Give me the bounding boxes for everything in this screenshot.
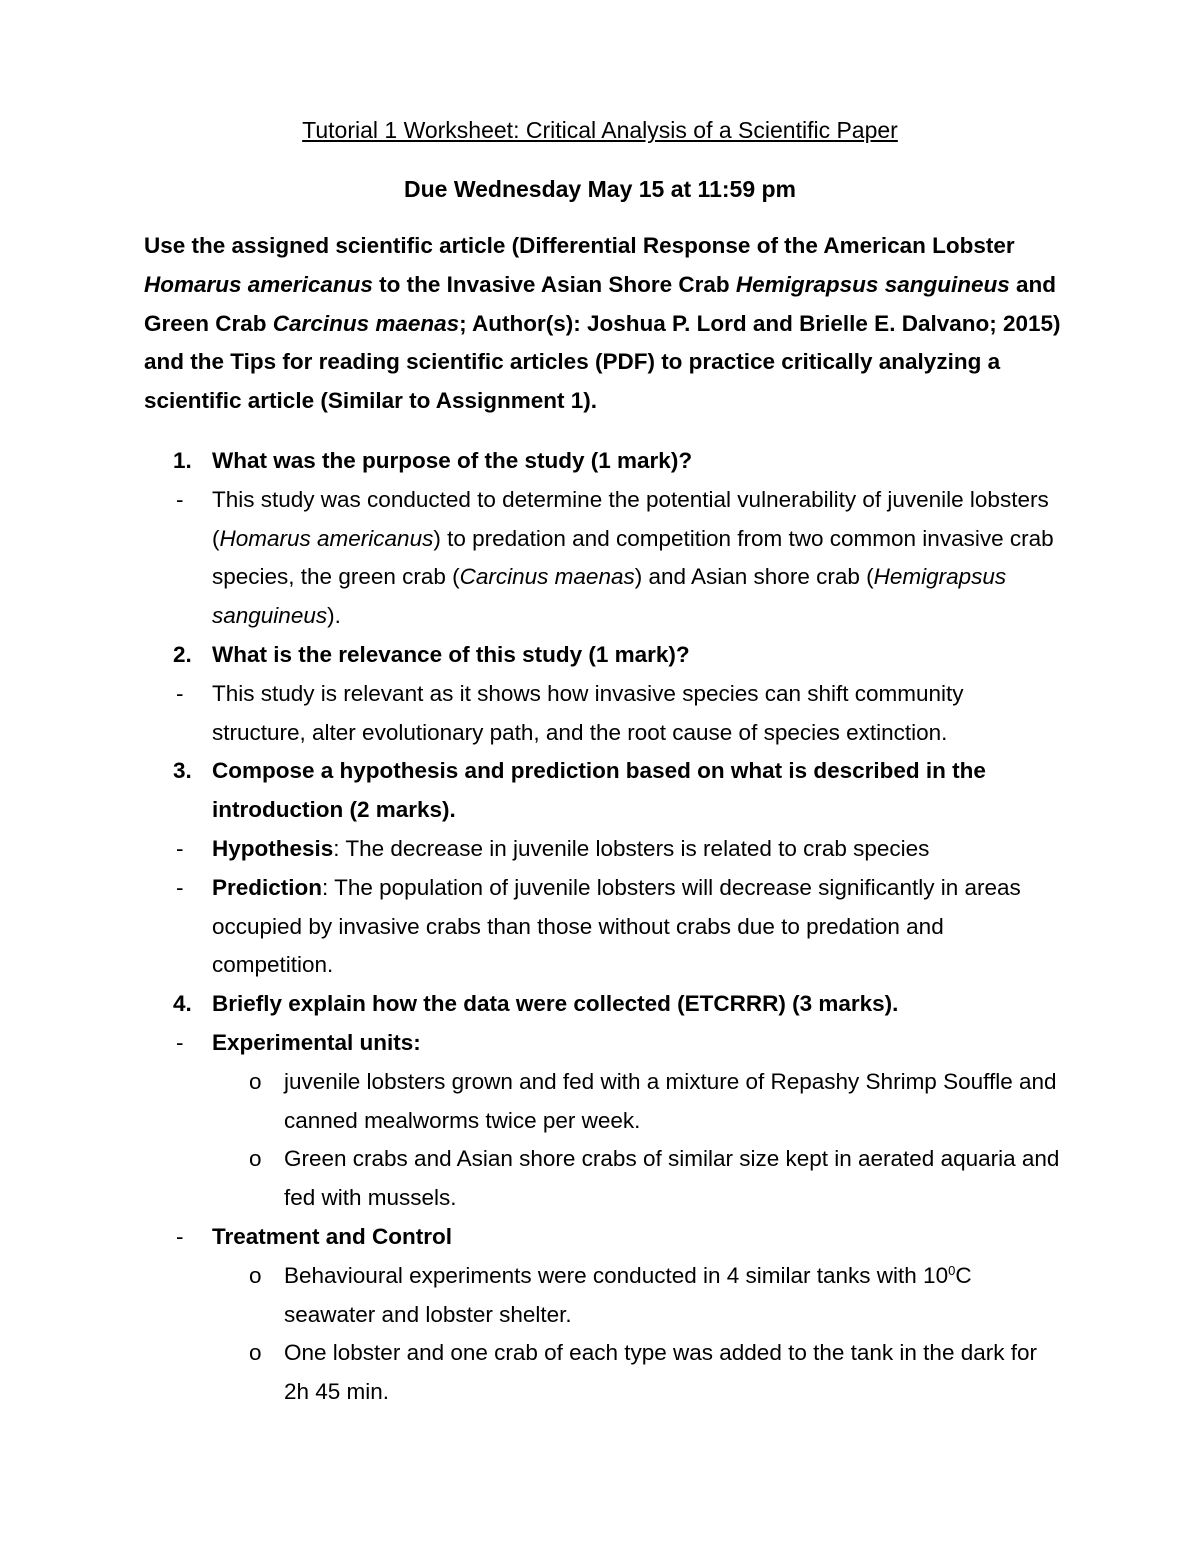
question-number: 4. bbox=[173, 991, 192, 1017]
item-text bbox=[212, 442, 1062, 481]
answer-bullet bbox=[0, 481, 1200, 636]
bullet-marker: - bbox=[176, 1029, 184, 1055]
item-text bbox=[284, 1140, 1064, 1218]
answer-subbullet bbox=[0, 1063, 1200, 1141]
intro-paragraph bbox=[144, 227, 1064, 421]
bullet-marker: - bbox=[176, 486, 184, 512]
italic-text: Carcinus maenas bbox=[459, 564, 635, 590]
item-text bbox=[212, 752, 1062, 830]
text-segment: What was the purpose of the study (1 mark)? bbox=[212, 448, 693, 473]
text-segment: Use the assigned scientific article (Differential Response of the American Lobster bbox=[144, 233, 1015, 258]
text-segment: to the Invasive Asian Shore Crab bbox=[372, 271, 736, 297]
answer-bullet bbox=[0, 830, 1200, 869]
answer-subbullet bbox=[0, 1140, 1200, 1218]
answer-bullet bbox=[0, 1024, 1200, 1063]
text-segment: and Green Crab bbox=[144, 271, 1056, 336]
question-list bbox=[0, 442, 1200, 1412]
italic-text: Homarus americanus bbox=[144, 271, 373, 297]
text-segment: juvenile lobsters grown and fed with a mixture of Repashy Shrimp Souffle and canned mealworms twice per week. bbox=[284, 1068, 1057, 1133]
item-text bbox=[212, 869, 1062, 985]
bold-text: Experimental units: bbox=[212, 1029, 421, 1055]
text-segment: This study was conducted to determine the potential vulnerability of juvenile lobsters ( bbox=[212, 486, 1049, 551]
item-text bbox=[212, 1024, 1062, 1063]
italic-text: Carcinus maenas bbox=[272, 310, 460, 336]
question-item bbox=[0, 985, 1200, 1024]
bullet-marker: - bbox=[176, 874, 184, 900]
text-segment: This study is relevant as it shows how invasive species can shift community structure, alter evolutionary path, and the root cause of species extinction. bbox=[212, 680, 964, 745]
italic-text: Hemigrapsus sanguineus bbox=[735, 271, 1010, 297]
bullet-marker: o bbox=[249, 1068, 262, 1094]
bullet-marker: o bbox=[249, 1340, 262, 1366]
question-number: 1. bbox=[173, 448, 192, 473]
text-segment: ) and Asian shore crab ( bbox=[634, 564, 874, 590]
item-text bbox=[284, 1257, 1064, 1335]
item-text bbox=[212, 481, 1062, 636]
bold-text: Treatment and Control bbox=[212, 1223, 453, 1249]
text-segment: One lobster and one crab of each type was added to the tank in the dark for 2h 45 min. bbox=[284, 1340, 1037, 1405]
text-segment: ; Author(s): Joshua P. Lord and Brielle E. Dalvano; 2015) and the Tips for reading scientific articles (PDF) to practice critically analyzing a scientific article (Similar to Assignment 1). bbox=[144, 310, 1061, 414]
bullet-marker: o bbox=[249, 1146, 262, 1172]
bullet-marker: o bbox=[249, 1262, 262, 1288]
text-segment: C seawater and lobster shelter. bbox=[284, 1262, 972, 1327]
question-number: 3. bbox=[173, 758, 192, 784]
text-segment: What is the relevance of this study (1 mark)? bbox=[212, 641, 690, 667]
text-segment: : The population of juvenile lobsters will decrease significantly in areas occupied by invasive crabs than those without crabs due to predation and competition. bbox=[212, 874, 1021, 978]
item-text bbox=[212, 675, 1062, 753]
bullet-marker: - bbox=[176, 835, 184, 861]
bold-text: Prediction bbox=[212, 874, 323, 900]
item-text bbox=[212, 830, 1062, 869]
text-segment: Compose a hypothesis and prediction based on what is described in the introduction (2 marks). bbox=[212, 758, 986, 823]
text-segment: ). bbox=[327, 603, 341, 629]
superscript-text: 0 bbox=[948, 1262, 956, 1278]
item-text bbox=[212, 1218, 1062, 1257]
item-text bbox=[212, 985, 1062, 1024]
bold-text: Hypothesis bbox=[212, 835, 334, 861]
answer-subbullet bbox=[0, 1334, 1200, 1412]
question-number: 2. bbox=[173, 641, 192, 667]
text-segment: ) to predation and competition from two common invasive crab species, the green crab ( bbox=[212, 525, 1054, 590]
item-text bbox=[212, 636, 1062, 675]
item-text bbox=[284, 1063, 1064, 1141]
text-segment: Green crabs and Asian shore crabs of similar size kept in aerated aquaria and fed with mussels. bbox=[284, 1146, 1060, 1211]
question-item bbox=[0, 442, 1200, 481]
answer-bullet bbox=[0, 1218, 1200, 1257]
text-segment: Behavioural experiments were conducted in 4 similar tanks with 10 bbox=[284, 1262, 949, 1288]
answer-subbullet bbox=[0, 1257, 1200, 1335]
text-segment: Briefly explain how the data were collected (ETCRRR) (3 marks). bbox=[212, 991, 899, 1017]
text-segment: : The decrease in juvenile lobsters is related to crab species bbox=[333, 835, 930, 861]
italic-text: Hemigrapsus sanguineus bbox=[212, 564, 1007, 629]
due-date: Due Wednesday May 15 at 11:59 pm bbox=[403, 176, 797, 202]
answer-bullet bbox=[0, 675, 1200, 753]
bullet-marker: - bbox=[176, 1223, 184, 1249]
question-item bbox=[0, 752, 1200, 830]
bullet-marker: - bbox=[176, 680, 184, 706]
question-item bbox=[0, 636, 1200, 675]
item-text bbox=[284, 1334, 1064, 1412]
answer-bullet bbox=[0, 869, 1200, 985]
italic-text: Homarus americanus bbox=[219, 525, 434, 551]
document-title: Tutorial 1 Worksheet: Critical Analysis of a Scientific Paper bbox=[302, 117, 898, 143]
